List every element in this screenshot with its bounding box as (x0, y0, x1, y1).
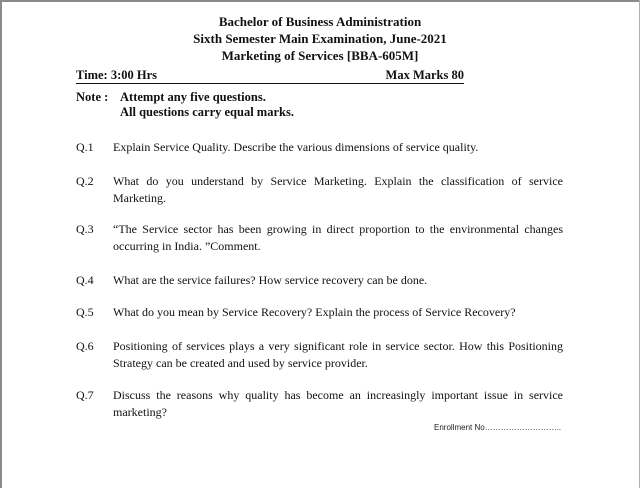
question-text: What do you mean by Service Recovery? Explain the process of Service Recovery? (113, 305, 516, 319)
question-number: Q.4 (76, 273, 94, 287)
question-text: “The Service sector has been growing in direct proportion to the environmental changes occurring in India. ”Comment. (113, 222, 563, 253)
enrollment-number-line: Enrollment No……………………….. (434, 423, 562, 432)
question-text: Explain Service Quality. Describe the various dimensions of service quality. (113, 140, 479, 154)
exam-time: Time: 3:00 Hrs (76, 68, 158, 82)
question-number: Q.2 (76, 174, 94, 188)
question-7 (76, 387, 563, 420)
note-line-2: All questions carry equal marks. (120, 105, 294, 119)
question-6 (76, 338, 563, 371)
question-3 (76, 221, 563, 254)
question-text: What do you understand by Service Marketing. Explain the classification of service Marketing. (113, 174, 563, 205)
question-number: Q.1 (76, 140, 94, 154)
question-text: Positioning of services plays a very significant role in service sector. How this Positioning Strategy can be created and used by service provider. (113, 339, 563, 370)
question-text: Discuss the reasons why quality has become an increasingly important issue in service marketing? (113, 388, 563, 419)
note-line-1: Attempt any five questions. (120, 90, 266, 104)
question-text: What are the service failures? How service recovery can be done. (113, 273, 428, 287)
question-number: Q.5 (76, 305, 94, 319)
question-number: Q.7 (76, 388, 94, 402)
question-4 (76, 272, 563, 289)
exam-title: Sixth Semester Main Examination, June-2021 (193, 31, 447, 46)
question-5 (76, 304, 563, 321)
exam-meta-row (76, 68, 464, 84)
frame-top-border (0, 0, 640, 2)
question-2 (76, 173, 563, 206)
note-label: Note : (76, 90, 109, 104)
program-title: Bachelor of Business Administration (218, 14, 422, 29)
question-number: Q.3 (76, 222, 94, 236)
subject-title: Marketing of Services [BBA-605M] (221, 48, 419, 63)
question-number: Q.6 (76, 339, 94, 353)
max-marks: Max Marks 80 (385, 68, 464, 82)
question-1 (76, 139, 563, 156)
frame-left-border (0, 0, 2, 488)
